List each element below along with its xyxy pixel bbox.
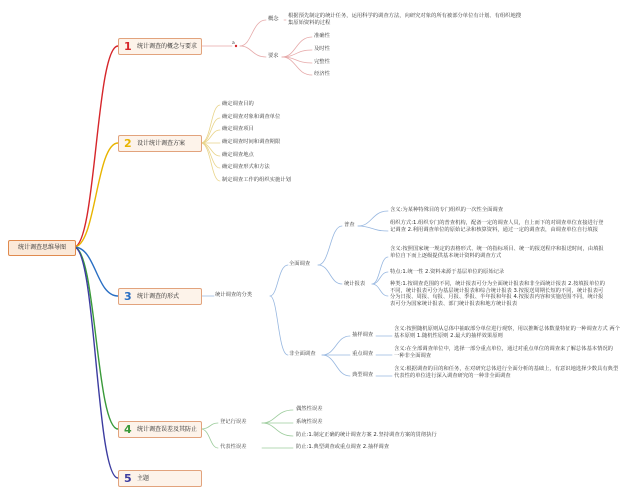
s1-dot-label: a (232, 41, 235, 46)
s3-report-features: 特点:1.统一性 2.资料来源于基层单位的原始记录 (390, 269, 505, 275)
section-4-title: 统计调查误差及其防止 (137, 426, 198, 433)
link-root-s2 (74, 143, 118, 247)
link-root-s4 (74, 247, 118, 429)
s3-report-types: 种类:1.按调查范围的不同，统计报表可分为全面统计报表和非全面统计报表 2.按填报单位的不同，统计报表可分为基层统计报表和综合统计报表 3.按报送周期长短的不同，统计报表可分为日报、周报、旬报、月报、季报、半年报和年报 4.按报表内容和实施范围不同，统计报表可分为国家统计报表、部门统计报表和地方统计报表 (390, 281, 605, 307)
section-4-number: 4 (124, 423, 132, 436)
s2-item[interactable]: 确定调查时间和调查期限 (222, 139, 281, 145)
section-2-title: 设计统计调查方案 (137, 140, 186, 147)
section-3-number: 3 (124, 290, 132, 303)
s4-reg-item[interactable]: 系统性误差 (296, 419, 323, 425)
section-5-title: 主题 (137, 475, 150, 482)
s4-reg-item[interactable]: 防止:1.制定正确的统计调查方案 2.坚持调查方案的贯彻执行 (296, 432, 437, 438)
s3-key-definition: 含义:在全部调查单位中，选择一部分重点单位，通过对重点单位的调查来了解总体基本情况的一种非全面调查 (394, 346, 613, 359)
s3-census-definition: 含义:为某种特殊目的专门组织的一次性全面调查 (390, 207, 504, 213)
s2-item[interactable]: 确定调查目的 (222, 101, 254, 107)
s1-concept-label[interactable]: 概念 (268, 16, 279, 22)
section-1-node[interactable] (118, 38, 202, 55)
s3-report-label[interactable]: 统计报表 (344, 281, 366, 287)
section-2-node[interactable] (118, 135, 202, 152)
section-1-number: 1 (124, 40, 132, 53)
link-root-s5 (74, 247, 118, 478)
s1-req-item[interactable]: 经济性 (314, 71, 330, 77)
s4-reg-item[interactable]: 偶然性误差 (296, 406, 323, 412)
s2-item[interactable]: 确定调查项目 (222, 126, 254, 132)
s3-typical-definition: 含义:根据调查的目的和任务，在对研究总体进行全面分析的基础上，有意识地选择少数具有典型代表性的单位进行深入调查研究的一种非全面调查 (394, 366, 619, 379)
section-5-number: 5 (124, 472, 132, 485)
s3-classify-label[interactable]: 统计调查的分类 (215, 292, 253, 298)
s3-sample-definition: 含义:按照随机原则从总体中抽取部分单位进行观察，用以推断总体数量特征的一种调查方式 两个基本原则 1.随机性原则 2.最大的抽样效果原则 (394, 326, 620, 339)
s1-concept-text: 根据预先制定的统计任务，运用科学的调查方法，向研究对象的所有被部分单位有计划、有组织地搜集原始资料的过程 (288, 13, 522, 26)
s1-req-item[interactable]: 完整性 (314, 59, 330, 65)
s3-nonfull-survey-label[interactable]: 非全面调查 (289, 351, 316, 357)
s1-req-label[interactable]: 要求 (268, 53, 279, 59)
s3-full-survey-label[interactable]: 全面调查 (289, 261, 311, 267)
s2-item[interactable]: 确定调查形式和方法 (222, 164, 270, 170)
s2-item[interactable]: 确定调查对象和调查单位 (222, 114, 281, 120)
root-node[interactable]: 统计调查思维导图 (8, 240, 76, 256)
s3-census-label[interactable]: 普查 (344, 222, 355, 228)
section-2-number: 2 (124, 137, 132, 150)
s4-rep-error-label[interactable]: 代表性误差 (220, 444, 247, 450)
section-5-node[interactable] (118, 470, 202, 487)
s1-dot-marker (235, 45, 237, 47)
s2-item[interactable]: 确定调查地点 (222, 152, 254, 158)
s1-req-item[interactable]: 及时性 (314, 46, 330, 52)
section-3-title: 统计调查的形式 (137, 293, 180, 300)
s4-reg-error-label[interactable]: 登记行误差 (220, 419, 247, 425)
s3-report-definition: 含义:按照国家统一规定的表格形式、统一的指标项目、统一的报送程序和报送时间，由填报单位自下而上逐级提供基本统计资料的调查方式 (390, 246, 604, 259)
section-1-title: 统计调查的概念与要求 (137, 43, 198, 50)
s3-sample-label[interactable]: 抽样调查 (352, 332, 374, 338)
s3-census-organization: 组织方式:1.组织专门的普查机构，配备一定的调查人员，自上而下的对调查单位直接进行登记调查 2.利用调查单位的原始记录和核算资料，通过一定的调查表，由调查单位自行填报 (390, 220, 604, 233)
s2-item[interactable]: 制定调查工作的组织实施计划 (222, 177, 291, 183)
s4-rep-text[interactable]: 防止:1.典型调查或重点调查 2.抽样调查 (296, 444, 390, 450)
section-3-node[interactable] (118, 288, 202, 305)
s1-req-item[interactable]: 准确性 (314, 33, 330, 39)
section-4-node[interactable] (118, 421, 202, 438)
s3-typical-label[interactable]: 典型调查 (352, 372, 374, 378)
s3-key-label[interactable]: 重点调查 (352, 351, 374, 357)
